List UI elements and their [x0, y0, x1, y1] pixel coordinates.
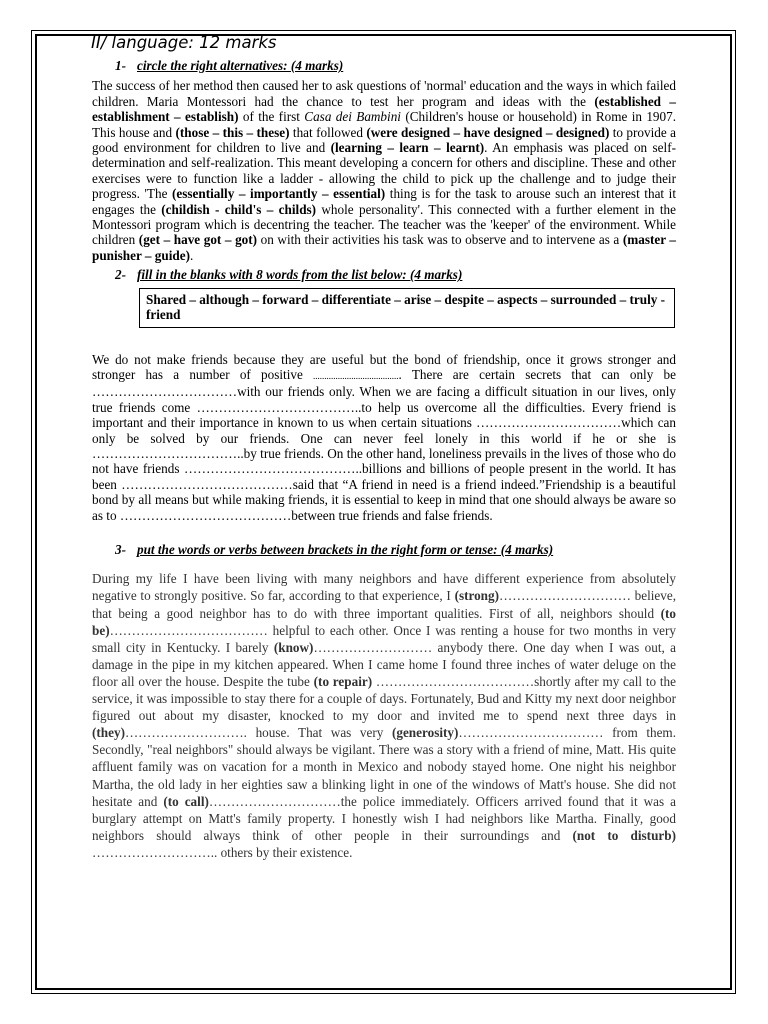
text-run: ………………………… believe, that being a good neighbor has to do with three important qualities. First of all, neighbors should: [92, 588, 677, 621]
bracket-choice: (generosity): [391, 725, 459, 741]
bracket-choice: (get – have got – got): [138, 232, 258, 248]
text-run: ……………………… anybody there. One day when I was out, a damage in the pipe in my kitchen appeared. When I came home I found three inches of water deluge on the floor all over the house. Despite the tube: [92, 639, 677, 689]
bracket-choice: (to be): [92, 605, 676, 638]
task-1-paragraph: [92, 78, 676, 263]
bracket-choice: (to repair): [313, 673, 373, 689]
italic-title: Casa dei Bambini: [304, 109, 401, 125]
text-run: that followed: [289, 124, 367, 140]
task-2-instruction: fill in the blanks with 8 words from the list below: (4 marks): [137, 267, 463, 283]
task-2-paragraph: [92, 352, 676, 523]
task-1-number: 1-: [115, 58, 126, 73]
bracket-choice: (strong): [454, 588, 500, 604]
text-run: ……………………….. others by their existence.: [92, 844, 353, 860]
text-run: ……………………………… helpful to each other. Once I was renting a house for two months in very small city in Kentucky. I barely: [92, 622, 676, 655]
text-run: …………………………the police immediately. Officers arrived found that it was a burglary attempt on Matt's family property. I honestly wish I had neighbors like Martha. Finally, good neighbors should always think of other people in their surroundings and: [92, 793, 676, 843]
text-run: to provide a good environment for children to live and: [92, 124, 676, 156]
text-run: . An emphasis was placed on self-determination and self-realization. This meant developing a concern for others and discipline. These and other exercises were to function like a ladder - allowing the child to pick up the challenge and to judge their progress. 'The: [92, 140, 676, 202]
text-run: We do not make friends because they are useful but the bond of friendship, once it grows stronger and stronger has a number of positive: [92, 351, 676, 382]
bracket-choice: (childish - child's – childs): [161, 201, 317, 217]
bracket-choice: (learning – learn – learnt): [330, 140, 485, 156]
bracket-choice: (those – this – these): [175, 124, 290, 140]
text-run: thing is for the task to arouse such an interest that it engages the: [92, 186, 676, 217]
worksheet-content: [92, 32, 676, 861]
bracket-choice: (they): [92, 725, 125, 741]
text-run: (Children's house or household) in Rome in 1907. This house and: [92, 109, 676, 140]
text-run: of the first: [238, 109, 305, 125]
bracket-choice: (established – establishment – establish): [92, 93, 676, 125]
word-list-box: Shared – although – forward – differentiate – arise – despite – aspects – surrounded – truly - friend: [139, 288, 675, 328]
task-3-paragraph: [92, 570, 676, 861]
bracket-choice: (were designed – have designed – designed): [366, 124, 610, 140]
section-title: II/ language: 12 marks: [91, 33, 277, 52]
task-1-instruction: circle the right alternatives: (4 marks): [137, 58, 344, 73]
task-2-heading: [115, 267, 676, 282]
task-1-heading: [115, 58, 676, 73]
text-run: ......................................: [313, 370, 399, 381]
text-run: whole personality'. This connected with a further element in the Montessori program which is decentring the teacher. The teacher was the 'keeper' of the environment. While children: [92, 201, 676, 248]
bracket-choice: (essentially – importantly – essential): [172, 186, 386, 202]
text-run: The success of her method then caused her to ask questions of 'normal' education and the ways in which failed children. Maria Montessori had the chance to test her program and ideas with the: [92, 78, 676, 109]
bracket-choice: (to call): [163, 793, 209, 809]
bracket-choice: (not to disturb): [572, 827, 676, 843]
text-run: ………………………………shortly after my call to the service, it was impossible to stay there for a couple of days. Fortunately, Bud and Kitty my next door neighbor figured out about my disaster, knocked to my door and invited me to spend next three days in: [92, 673, 676, 724]
text-run: …………………………… from them. Secondly, "real neighbors" should always be vigilant. There was a story with a friend of mine, Matt. His quite affluent family was on vacation for a month in Mexico and nobody stayed home. One night his neighbor Martha, the old lady in her eighties saw a blinking light in one of the windows of Matt's house. She did not hesitate and: [92, 725, 676, 809]
text-run: During my life I have been living with many neighbors and have different experience from absolutely negative to strongly positive. So far, according to that experience, I: [92, 571, 676, 604]
task-3-instruction: put the words or verbs between brackets in the right form or tense: (4 marks): [137, 541, 554, 557]
task-3-heading: [115, 542, 676, 557]
text-run: ………………………. house. That was very: [124, 725, 392, 741]
bracket-choice: (know): [273, 639, 314, 655]
text-run: .: [189, 247, 194, 263]
text-run: on with their activities his task was to observe and to intervene as a: [257, 232, 623, 248]
text-run: . There are certain secrets that can only be ……………………………with our friends only. When we are facing a difficult situation in our lives, only true friends come ………………………………..to help us overcome all the difficulties. Every friend is important and their importance in known to us when certain situations ……………………………which can only be solved by our friends. One can never feel lonely in this world if he or she is ……………………………..by true friends. On the other hand, loneliness prevails in the lives of those who do not have friends …………………………………..billions and billions of people present in the world. It has been …………………………………said that “A friend in need is a friend indeed.”Friendship is a beautiful bond by all means but while making friends, it is essential to keep in mind that one should always be aware so as to …………………………………between true friends and false friends.: [92, 366, 676, 523]
task-2-number: 2-: [115, 267, 126, 283]
bracket-choice: (master – punisher – guide): [92, 232, 676, 263]
task-3-number: 3-: [115, 541, 126, 557]
